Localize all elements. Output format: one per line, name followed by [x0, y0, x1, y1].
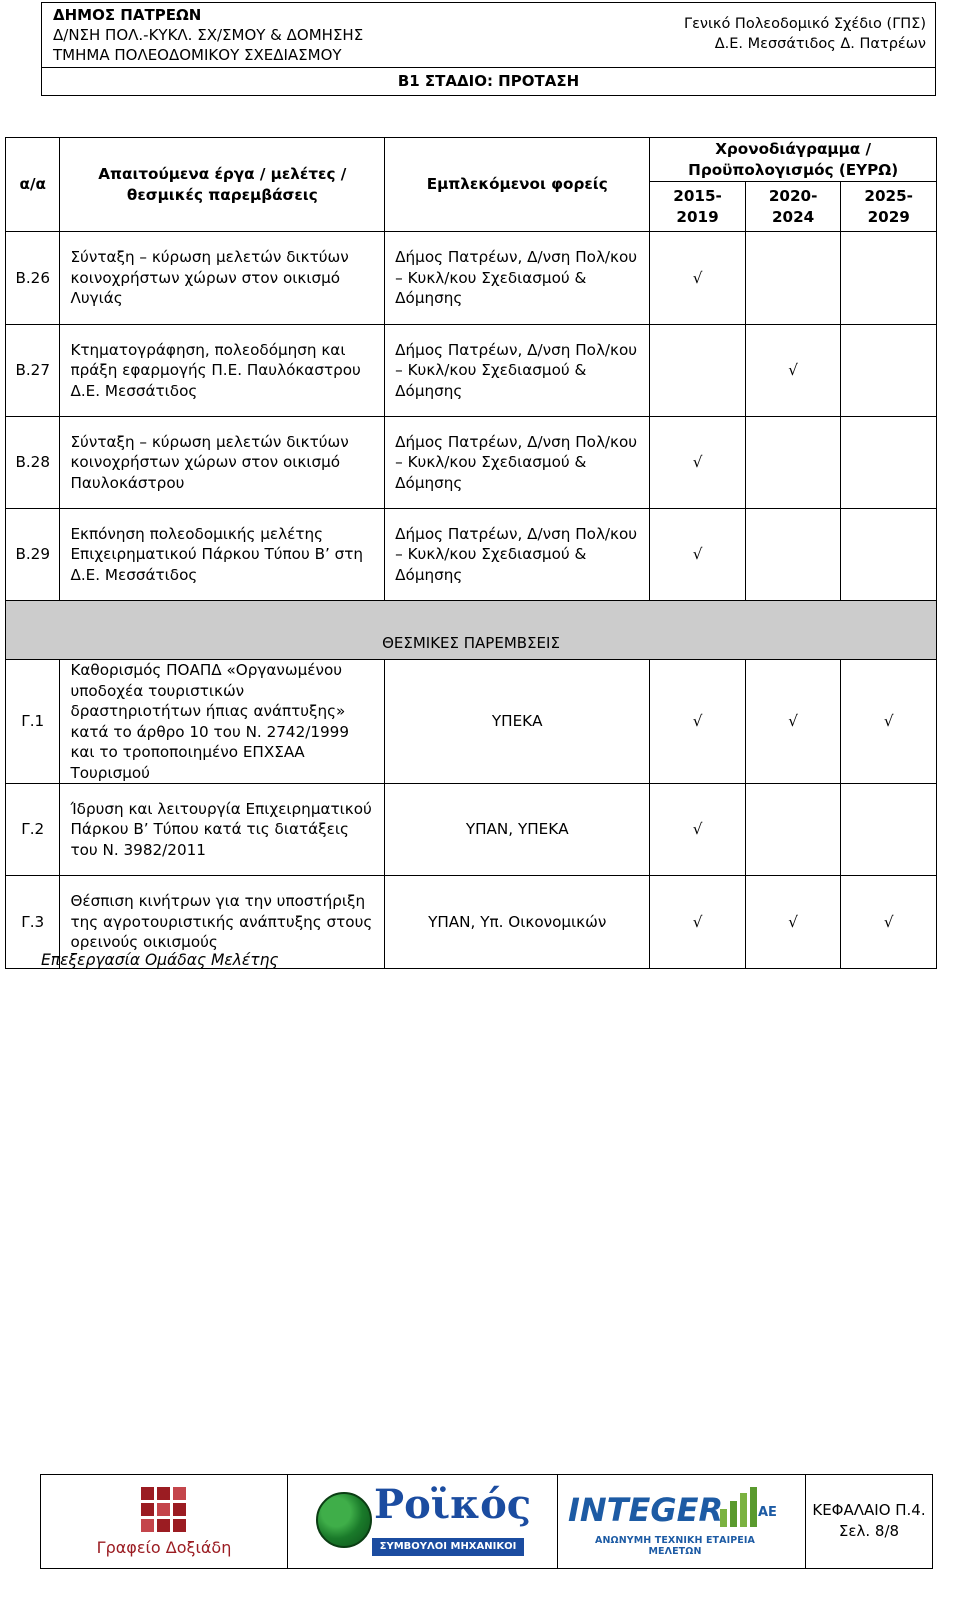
- header-municipality: ΔΗΜΟΣ ΠΑΤΡΕΩΝ: [53, 6, 202, 24]
- header-plan: [684, 14, 926, 54]
- doxiadis-grid-icon: [141, 1487, 187, 1533]
- row-bodies: Δήμος Πατρέων, Δ/νση Πολ/κου – Κυκλ/κου Σχεδιασμού & Δόμησης: [385, 509, 650, 601]
- roikos-subtitle: ΣΥΜΒΟΥΛΟΙ ΜΗΧΑΝΙΚΟΙ Α.Ε.: [372, 1538, 524, 1556]
- row-bodies: ΥΠΕΚΑ: [385, 660, 650, 784]
- row-period-1: √: [650, 509, 746, 601]
- row-work: Θέσπιση κινήτρων για την υποστήριξη της αγροτουριστικής ανάπτυξης στους ορεινούς οικισμούς: [60, 876, 385, 969]
- row-period-3: [841, 325, 937, 417]
- table-row: [6, 660, 937, 784]
- row-period-2: √: [745, 660, 841, 784]
- row-work: Κτηματογράφηση, πολεοδόμηση και πράξη εφαρμογής Π.Ε. Παυλόκαστρου Δ.Ε. Μεσσάτιδος: [60, 325, 385, 417]
- table-row: [6, 784, 937, 876]
- page-number: Σελ. 8/8: [838, 1522, 900, 1540]
- row-period-3: [841, 509, 937, 601]
- header-plan-area: Δ.Ε. Μεσσάτιδος Δ. Πατρέων: [714, 36, 926, 52]
- row-id: Γ.1: [6, 660, 60, 784]
- row-period-3: √: [841, 876, 937, 969]
- row-period-2: [745, 417, 841, 509]
- row-id: Β.28: [6, 417, 60, 509]
- row-bodies: Δήμος Πατρέων, Δ/νση Πολ/κου – Κυκλ/κου Σχεδιασμού & Δόμησης: [385, 232, 650, 325]
- row-period-1: √: [650, 232, 746, 325]
- header-schedule: Χρονοδιάγραμμα / Προϋπολογισμός (ΕΥΡΩ): [650, 138, 937, 182]
- header-plan-title: Γενικό Πολεοδομικό Σχέδιο (ΓΠΣ): [683, 16, 926, 32]
- header-authority: [53, 5, 363, 65]
- row-period-1: √: [650, 784, 746, 876]
- row-period-2: [745, 232, 841, 325]
- chapter-info: [806, 1475, 932, 1568]
- row-period-1: √: [650, 876, 746, 969]
- row-period-1: √: [650, 660, 746, 784]
- header-period-3: 2025-2029: [841, 182, 937, 232]
- roikos-name: Ροϊκός: [374, 1481, 532, 1528]
- table-row: [6, 509, 937, 601]
- header-period-2: 2020-2024: [745, 182, 841, 232]
- row-id: Γ.3: [6, 876, 60, 969]
- table-row: [6, 325, 937, 417]
- row-bodies: ΥΠΑΝ, Υπ. Οικονομικών: [385, 876, 650, 969]
- row-id: Β.26: [6, 232, 60, 325]
- row-id: Β.29: [6, 509, 60, 601]
- row-work: Σύνταξη – κύρωση μελετών δικτύων κοινοχρήστων χώρων στον οικισμό Λυγιάς: [60, 232, 385, 325]
- row-bodies: Δήμος Πατρέων, Δ/νση Πολ/κου – Κυκλ/κου Σχεδιασμού & Δόμησης: [385, 325, 650, 417]
- header-works: Απαιτούμενα έργα / μελέτες / θεσμικές παρεμβάσεις: [60, 138, 385, 232]
- table-row: [6, 417, 937, 509]
- row-period-2: √: [745, 876, 841, 969]
- page-footer: [40, 1474, 933, 1569]
- chapter-label: ΚΕΦΑΛΑΙΟ Π.4.: [812, 1501, 926, 1519]
- row-period-3: [841, 417, 937, 509]
- header-period-1: 2015-2019: [650, 182, 746, 232]
- row-work: Εκπόνηση πολεοδομικής μελέτης Επιχειρηματικού Πάρκου Τύπου Β’ στη Δ.Ε. Μεσσάτιδος: [60, 509, 385, 601]
- row-work: Καθορισμός ΠΟΑΠΔ «Οργανωμένου υποδοχέα τουριστικών δραστηριοτήτων ήπιας ανάπτυξης» κατά το άρθρο 10 του Ν. 2742/1999 και το τροποποιημένο ΕΠΧΣΑΑ Τουρισμού: [60, 660, 385, 784]
- row-bodies: ΥΠΑΝ, ΥΠΕΚΑ: [385, 784, 650, 876]
- building-bars-icon: [718, 1487, 758, 1527]
- integer-subtitle: ΑΝΩΝΥΜΗ ΤΕΧΝΙΚΗ ΕΤΑΙΡΕΙΑ ΜΕΛΕΤΩΝ: [595, 1535, 755, 1557]
- header-aa: α/α: [6, 138, 60, 232]
- works-table: [5, 137, 937, 969]
- header-directorate: Δ/ΝΣΗ ΠΟΛ.-ΚΥΚΛ. ΣΧ/ΣΜΟΥ & ΔΟΜΗΣΗΣ: [53, 26, 364, 44]
- row-work: Σύνταξη – κύρωση μελετών δικτύων κοινοχρήστων χώρων στον οικισμό Παυλοκάστρου: [60, 417, 385, 509]
- row-period-2: [745, 784, 841, 876]
- row-period-3: [841, 784, 937, 876]
- row-bodies: Δήμος Πατρέων, Δ/νση Πολ/κου – Κυκλ/κου Σχεδιασμού & Δόμησης: [385, 417, 650, 509]
- row-work: Ίδρυση και λειτουργία Επιχειρηματικού Πάρκου Β’ Τύπου κατά τις διατάξεις του Ν. 3982/2011: [60, 784, 385, 876]
- integer-suffix: ΑΕ: [758, 1505, 777, 1520]
- globe-icon: [316, 1492, 372, 1548]
- row-id: Β.27: [6, 325, 60, 417]
- section-title: ΘΕΣΜΙΚΕΣ ΠΑΡΕΜΒΣΕΙΣ: [6, 601, 937, 660]
- row-period-1: [650, 325, 746, 417]
- row-period-3: √: [841, 660, 937, 784]
- integer-name: INTEGER: [568, 1491, 724, 1529]
- roikos-logo: [288, 1475, 558, 1568]
- header-bodies: Εμπλεκόμενοι φορείς: [385, 138, 650, 232]
- row-period-2: √: [745, 325, 841, 417]
- header-stage: Β1 ΣΤΑΔΙΟ: ΠΡΟΤΑΣΗ: [397, 72, 580, 90]
- row-period-3: [841, 232, 937, 325]
- doxiadis-caption: Γραφείο Δοξιάδη: [96, 1538, 232, 1557]
- section-row: [6, 601, 937, 660]
- page-header: [41, 2, 936, 96]
- integer-logo: [558, 1475, 806, 1568]
- table-row: [6, 232, 937, 325]
- header-top: [42, 3, 935, 68]
- row-period-1: √: [650, 417, 746, 509]
- row-id: Γ.2: [6, 784, 60, 876]
- row-period-2: [745, 509, 841, 601]
- header-department: ΤΜΗΜΑ ΠΟΛΕΟΔΟΜΙΚΟΥ ΣΧΕΔΙΑΣΜΟΥ: [53, 46, 342, 64]
- source-note: Επεξεργασία Ομάδας Μελέτης: [41, 951, 279, 969]
- doxiadis-logo: [41, 1475, 288, 1568]
